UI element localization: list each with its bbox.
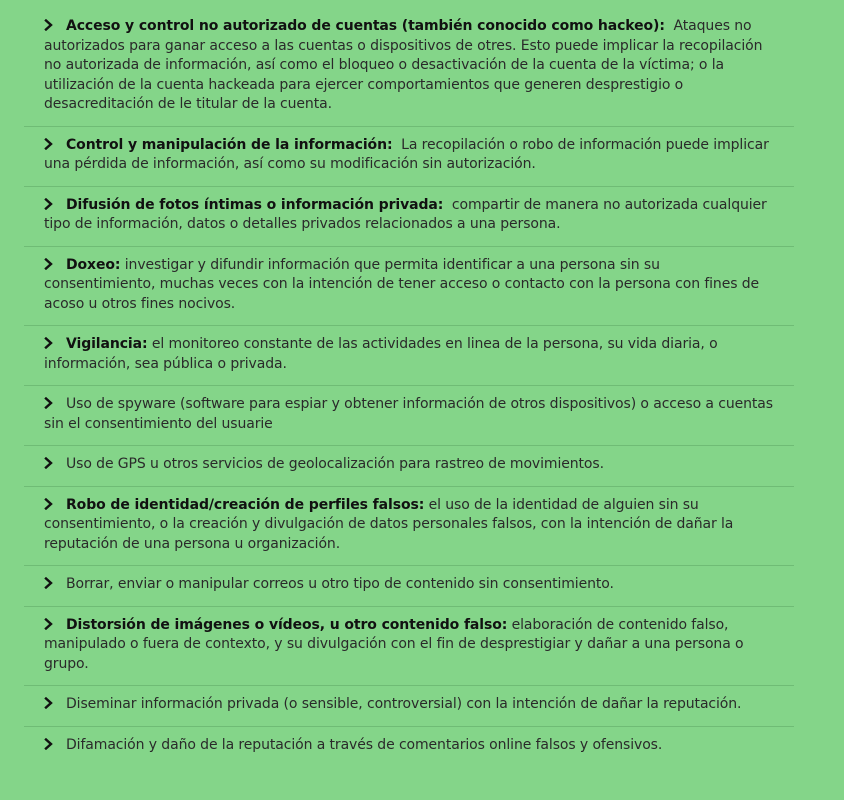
item-description: Diseminar información privada (o sensible, controversial) con la intención de dañar la reputación. xyxy=(66,696,742,712)
item-term: Difusión de fotos íntimas o información privada: xyxy=(66,196,444,213)
list-item xyxy=(24,247,794,327)
chevron-right-icon xyxy=(44,138,66,150)
list-item xyxy=(24,127,794,187)
list-item xyxy=(24,386,794,446)
list-item xyxy=(24,727,794,767)
chevron-right-icon xyxy=(44,697,66,709)
item-description: La recopilación o robo de información puede implicar una pérdida de información, así como su modificación sin autorización. xyxy=(44,136,769,172)
item-description: el uso de la identidad de alguien sin su consentimiento, o la creación y divulgación de datos personales falsos, con la intención de dañar la reputación de una persona u organización. xyxy=(44,496,734,552)
chevron-right-icon xyxy=(44,498,66,510)
chevron-right-icon xyxy=(44,337,66,349)
item-separator xyxy=(443,197,452,213)
chevron-right-icon xyxy=(44,577,66,589)
item-term: Vigilancia: xyxy=(66,336,148,352)
list-item xyxy=(24,326,794,386)
list-item xyxy=(24,566,794,607)
item-term: Acceso y control no autorizado de cuentas (también conocido como hackeo): xyxy=(66,18,665,34)
list-item xyxy=(24,8,794,127)
item-term: Robo de identidad/creación de perfiles falsos: xyxy=(66,496,425,513)
chevron-right-icon xyxy=(44,258,66,270)
item-term: Control y manipulación de la información: xyxy=(66,136,393,153)
chevron-right-icon xyxy=(44,618,66,630)
list-item xyxy=(24,686,794,727)
item-description: Borrar, enviar o manipular correos u otro tipo de contenido sin consentimiento. xyxy=(66,576,614,592)
item-description: elaboración de contenido falso, manipulado o fuera de contexto, y su divulgación con el fin de desprestigiar y dañar a una persona o grupo. xyxy=(44,616,744,672)
list-item xyxy=(24,487,794,567)
list-item xyxy=(24,187,794,247)
item-description: Uso de GPS u otros servicios de geolocalización para rastreo de movimientos. xyxy=(66,456,604,472)
list-item xyxy=(24,446,794,487)
chevron-right-icon xyxy=(44,457,66,469)
item-term: Distorsión de imágenes o vídeos, u otro contenido falso: xyxy=(66,616,508,633)
item-description: Difamación y daño de la reputación a través de comentarios online falsos y ofensivos. xyxy=(66,736,663,753)
chevron-right-icon xyxy=(44,738,66,750)
item-term: Doxeo: xyxy=(66,256,121,273)
item-description: investigar y difundir información que permita identificar a una persona sin su consentimiento, muchas veces con la intención de tener acceso o contacto con la persona con fines de acoso u otros fines nocivos. xyxy=(44,256,760,312)
item-description: compartir de manera no autorizada cualquier tipo de información, datos o detalles privados relacionados a una persona. xyxy=(44,196,767,232)
harassment-types-list xyxy=(24,8,794,766)
chevron-right-icon xyxy=(44,397,66,409)
item-separator xyxy=(665,18,674,34)
item-separator xyxy=(392,137,401,153)
item-description: Uso de spyware (software para espiar y obtener información de otros dispositivos) o acceso a cuentas sin el consentimiento del usuarie xyxy=(44,396,773,432)
item-description: Ataques no autorizados para ganar acceso a las cuentas o dispositivos de otres. Esto puede implicar la recopilación no autorizada de información, así como el bloqueo o desactivación de la cuenta de la víctima; o la utilización de la cuenta hackeada para ejercer comportamientos que generen desprestigio o desacreditación de le titular de la cuenta. xyxy=(44,18,763,112)
list-item xyxy=(24,607,794,687)
chevron-right-icon xyxy=(44,198,66,210)
item-description: el monitoreo constante de las actividades en linea de la persona, su vida diaria, o información, sea pública o privada. xyxy=(44,336,718,372)
chevron-right-icon xyxy=(44,19,66,31)
